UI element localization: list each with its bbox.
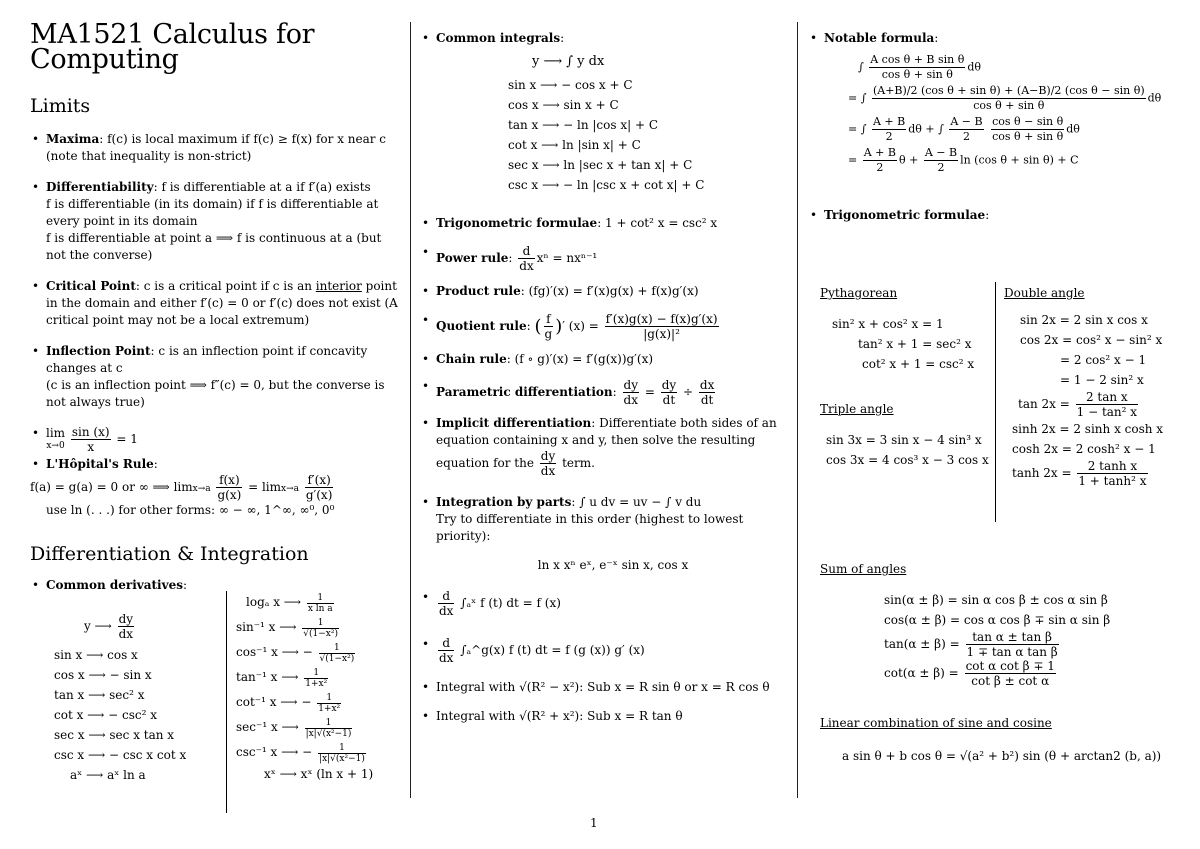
frac-num: A + B [863,146,896,159]
identity-row [1004,390,1180,419]
colon: : [985,208,990,222]
integrals-list [420,30,790,47]
tanh-lhs: tanh 2x = [1012,466,1072,480]
derivative-row [236,742,406,764]
implicit-text: : Differentiate both sides of an equation containing x and y, then solve the resulting equation for the [436,416,777,470]
column-3 [808,22,1180,763]
derivative-row: xˣ ⟶ xˣ (ln x + 1) [264,767,374,781]
frac-den: |g(x)|² [643,327,680,341]
identity-row: cos 3x = 4 cos³ x − 3 cos x [826,453,989,467]
identity-row: sin 3x = 3 sin x − 4 sin³ x [826,433,982,447]
ftc2-text: f (t) dt = f (g (x)) g′ (x) [508,643,645,657]
dtheta: dθ [967,60,982,74]
frac-num: A − B [924,146,958,159]
deriv-lhs: cot⁻¹ x ⟶ − [236,695,312,709]
identity-row: cot² x + 1 = csc² x [862,357,975,371]
trig2-term: Trigonometric formulae [824,208,986,222]
triple-heading: Triple angle [820,402,894,416]
linear-combo-heading: Linear combination of sine and cosine [820,716,1052,730]
triple-rows [820,430,995,470]
frac-den: dt [700,393,714,407]
frac-num: dy [118,612,134,626]
frac-den: 2 [962,130,970,143]
frac-den: cos θ + sin θ [973,99,1045,112]
derivative-row: tan x ⟶ sec² x [54,688,145,702]
ftc1-integral: ∫ₐˣ [460,596,477,610]
critical-post: point in the domain and either f′(c) = 0 or f′(c) does not exist (A critical point may not be a local extremum) [46,279,398,327]
frac-den: 1+x² [318,704,341,714]
list-item: • Integral with √(R² − x²): Sub x = R sin θ or x = R cos θ [420,679,790,696]
double-heading: Double angle [1004,286,1085,300]
frac-num: cos θ − sin θ [992,115,1064,128]
ftc2-integral: ∫ₐ^g(x) [460,643,506,657]
pythagorean-block [820,286,995,470]
identity-row [820,630,1180,659]
frac-den: 2 [876,161,884,174]
frac-num: 1 [319,643,356,654]
derivatives-right [236,592,406,784]
sum-angles-block [820,562,1180,766]
notable-list [808,30,1180,47]
frac-num: 1 [317,693,341,704]
trig-text: : 1 + cot² x = csc² x [597,216,718,230]
ibp-line2: Try to differentiate in this order (highest to lowest priority): [436,512,744,543]
integral-row: csc x ⟶ − ln |csc x + cot x| + C [508,178,705,192]
pythagorean-heading: Pythagorean [820,286,898,300]
ibp-term: Integration by parts [436,495,572,509]
frac-num: 2 tan x [1076,390,1138,405]
lim-rhs: = 1 [116,432,138,446]
lhopital-mid: = lim [248,480,282,494]
derivative-row [236,642,406,664]
list-item [420,636,790,665]
colon: : [508,251,513,265]
frac-num: tan α ± tan β [966,630,1059,645]
lhopital-other: use ln (. . .) for other forms: ∞ − ∞, 1^∞, ∞⁰, 0⁰ [46,503,335,517]
tan-lhs: tan(α ± β) = [884,637,960,651]
frac-num: sin (x) [71,425,110,439]
frac-den: g [544,327,553,341]
deriv-lhs: logₐ x ⟶ [246,595,301,609]
derivative-row: sec x ⟶ sec x tan x [54,728,175,742]
ftc1-text: f (t) dt = f (x) [480,596,561,610]
eq-mid: dθ + ∫ [908,122,944,136]
maxima-text: : f(c) is local maximum if f(c) ≥ f(x) for x near c (note that inequality is non-strict) [46,132,387,163]
eq-tail: ln (cos θ + sin θ) + C [960,153,1079,167]
identity-row [1004,459,1180,488]
frac-num: d [518,244,534,259]
implicit-term: Implicit differentiation [436,416,592,430]
dtheta: dθ [1147,91,1162,105]
frac-num: f′(x) [305,473,334,488]
frac-den: x [87,440,95,454]
notable-derivation [848,53,1180,175]
frac-num: 2 tanh x [1077,459,1147,474]
integral-row: y ⟶ ∫ y dx [532,54,605,69]
derivative-row: sin x ⟶ cos x [54,648,138,662]
derivative-row [236,617,406,639]
list-item [420,283,790,300]
inflection-term: Inflection Point [46,344,151,358]
frac-num: 1 [305,718,353,729]
fraction [305,473,334,502]
notable-line-4 [848,146,1180,175]
integrals-table [480,49,740,195]
frac-den: g(x) [217,488,242,502]
frac-num: f′(x)g(x) − f(x)g′(x) [605,312,718,326]
identity-row: = 2 cos² x − 1 [1060,353,1147,367]
deriv-lhs: csc⁻¹ x ⟶ − [236,745,313,759]
page-title [30,19,402,75]
sum-angles-rows [820,590,1180,688]
frac-num: dx [699,378,715,392]
colon: : [153,457,158,471]
derivative-row [236,717,406,739]
trig-term: Trigonometric formulae [436,216,598,230]
frac-den: dx [540,464,556,478]
notable-line-2 [848,84,1180,113]
product-rule-text: : (fg)′(x) = f′(x)g(x) + f(x)g′(x) [520,284,699,298]
linear-combo-formula: a sin θ + b cos θ = √(a² + b²) sin (θ + arctan2 (b, a)) [842,749,1162,763]
colon: : [182,578,188,592]
lhopital-pre: f(a) = g(a) = 0 or ∞ ⟹ lim [30,480,193,494]
frac-den: |x|√(x²−1) [305,729,352,739]
quotient-mid: ′ (x) = [562,319,599,333]
parametric-term: Parametric differentiation [436,385,613,399]
diff-line3: f is differentiable at point a ⟹ f is continuous at a (but not the converse) [46,231,382,262]
sum-angles-heading: Sum of angles [820,562,907,576]
ibp-order: ln x xⁿ eˣ, e⁻ˣ sin x, cos x [537,558,689,572]
column-2 [420,22,790,725]
derivative-row: csc x ⟶ − csc x cot x [54,748,187,762]
frac-num: cot α cot β ∓ 1 [965,659,1055,673]
equals: = [644,385,655,399]
common-derivatives-term: Common derivatives [46,578,183,592]
derivative-row: aˣ ⟶ aˣ ln a [70,768,146,782]
double-block [1004,286,1180,488]
frac-num: 1 [318,743,366,754]
frac-num: 1 [302,618,339,629]
fraction [216,473,242,502]
diff-line1: : f is differentiable at a if f′(a) exists [153,180,371,194]
identity-row: sinh 2x = 2 sinh x cosh x [1012,422,1164,436]
frac-den: 1+x² [305,679,328,689]
derivative-row [236,667,406,689]
divide: ÷ [683,385,694,399]
derivative-row [40,612,220,641]
differentiability-term: Differentiability [46,180,154,194]
frac-num: dy [540,449,556,463]
eq-mid: θ + [898,153,919,167]
list-item [420,494,790,575]
frac-den: 1 + tanh² x [1078,474,1147,488]
frac-den: 2 [885,130,893,143]
deriv-lhs: sec⁻¹ x ⟶ [236,720,299,734]
colon: : [526,319,531,333]
frac-den: g′(x) [305,488,333,502]
frac-den: 1 − tan² x [1076,405,1138,419]
eq-prefix: = [848,153,858,167]
chain-rule-text: : (f ∘ g)′(x) = f′(g(x))g′(x) [506,352,654,366]
frac-num: • d [438,589,454,604]
deriv-lhs: tan⁻¹ x ⟶ [236,670,299,684]
inflection-line1: : c is an inflection point if concavity changes at c [46,344,368,375]
list-item [30,278,402,329]
notable-term: Notable formula [824,31,935,45]
identity-row: sin(α ± β) = sin α cos β ± cos α sin β [884,593,1108,607]
list-item [30,343,402,411]
page-number: 1 [590,816,598,830]
frac-num: dy [661,378,677,392]
frac-num: 1 [304,668,328,679]
trig-list [808,207,1180,224]
list-item [30,179,402,264]
notable-line-1 [848,53,1180,82]
frac-den: dt [662,393,676,407]
identity-row: = 1 − 2 sin² x [1060,373,1144,387]
lim-label: lim [46,425,66,440]
colon: : [560,31,565,45]
list-item [30,425,402,454]
diff-line2: f is differentiable (in its domain) if f is differentiable at every point in its domain [46,197,379,228]
frac-num: f(x) [216,473,242,488]
column-divider [410,22,411,798]
title-line-1: MA1521 Calculus for [30,19,315,50]
diffint-heading: Differentiation & Integration [30,543,309,565]
frac-den: dx [118,627,134,641]
list-item [808,207,1180,224]
frac-num: • d [438,636,454,651]
frac-den: 2 [937,161,945,174]
list-item [420,415,790,478]
limits-heading: Limits [30,95,91,117]
lhopital-term: L'Hôpital's Rule [46,457,154,471]
column-1 [30,19,402,782]
frac-num: A cos θ + B sin θ [870,53,965,66]
derivative-row [236,692,406,714]
identity-row: cos 2x = cos² x − sin² x [1020,333,1163,347]
list-item [420,244,790,273]
implicit-tail: term. [562,456,595,470]
lim-sub: x→0 [46,440,65,451]
frac-den: 1 ∓ tan α tan β [966,645,1058,659]
identity-row: sin 2x = 2 sin x cos x [1020,313,1148,327]
frac-num: (A+B)/2 (cos θ + sin θ) + (A−B)/2 (cos θ − sin θ) [872,84,1145,97]
frac-den: dx [623,393,638,407]
product-rule-term: Product rule [436,284,521,298]
frac-den: dx [519,259,534,273]
notable-line-3 [848,115,1180,144]
inflection-line2: (c is an inflection point ⟹ f″(c) = 0, but the converse is not always true) [46,378,385,409]
list-item [420,30,790,47]
maxima-term: Maxima [46,132,100,146]
frac-den: dx [439,651,454,665]
critical-pre: : c is a critical point if c is an [135,279,316,293]
frac-num: 1 [307,593,334,604]
frac-den: x ln a [307,604,333,614]
lhopital-sub: x→a [192,484,211,494]
identity-row: sin² x + cos² x = 1 [832,317,944,331]
sinx-over-x [71,425,111,454]
list-item: • Integral with √(R² + x²): Sub x = R tan θ [420,708,790,725]
list-item [420,589,790,618]
limits-list [30,131,402,519]
integral-sign: ∫ [858,60,864,74]
identity-row: cosh 2x = 2 cosh² x − 1 [1012,442,1156,456]
title-line-2: Computing [30,44,179,75]
identity-row: cos(α ± β) = cos α cos β ∓ sin α sin β [884,613,1111,627]
pythagorean-rows [820,314,995,374]
column-divider [797,22,798,798]
list-item: • Quotient rule: ( $\frac{f}{g}$ )′ (x) = $\frac{f'(x)g(x) - f(x)g'(x)}{\text{|g(x)|²}}$ [420,312,790,341]
double-rows [1004,310,1180,488]
quotient-rule-term: Quotient rule [436,319,527,333]
common-integrals-term: Common integrals [436,31,561,45]
derivative-row: cot x ⟶ − csc² x [54,708,158,722]
deriv-lhs: sin⁻¹ x ⟶ [236,620,297,634]
derivative-row: cos x ⟶ − sin x [54,668,152,682]
ibp-text: : ∫ u dv = uv − ∫ v du [571,495,702,509]
cot-lhs: cot(α ± β) = [884,666,959,680]
identity-row: tan² x + 1 = sec² x [858,337,972,351]
integral-row: sec x ⟶ ln |sec x + tan x| + C [508,158,693,172]
frac-num: A − B [950,115,983,128]
frac-den: √(1−x²) [319,654,355,664]
power-rule-term: Power rule [436,251,509,265]
lhopital-sub: x→a [281,484,300,494]
integral-row: cos x ⟶ sin x + C [508,98,619,112]
chain-rule-term: Chain rule [436,352,507,366]
frac-den: cot β ± cot α [971,674,1050,688]
frac-den: |x|√(x²−1) [319,754,365,764]
eq-prefix: = ∫ [848,91,867,105]
rules-list [420,215,790,725]
deriv-lhs: y ⟶ [83,619,112,633]
deriv-lhs: cos⁻¹ x ⟶ − [236,645,313,659]
critical-term: Critical Point [46,279,136,293]
power-rule-text: xⁿ = nxⁿ⁻¹ [536,251,598,265]
dtheta: dθ [1066,122,1080,136]
frac-num: f [544,312,554,327]
list-item [420,351,790,368]
frac-den: cos θ + sin θ [881,68,953,81]
integral-row: sin x ⟶ − cos x + C [508,78,633,92]
derivative-row [236,592,406,614]
frac-num: dy [623,378,638,392]
derivatives-left [40,612,220,785]
list-item [420,378,790,407]
list-item [808,30,1180,47]
colon: : [612,385,617,399]
integral-row: tan x ⟶ − ln |cos x| + C [508,118,659,132]
frac-den: √(1−x²) [303,629,339,639]
list-item [420,215,790,232]
eq-prefix: = ∫ [848,122,867,136]
identity-row [820,659,1180,688]
critical-underlined: interior [315,279,362,293]
frac-num: A + B [872,115,906,128]
list-item [30,456,402,519]
colon: : [934,31,939,45]
integral-row: cot x ⟶ ln |sin x| + C [508,138,641,152]
tan-lhs: tan 2x = [1018,397,1070,411]
list-item [30,131,402,165]
frac-den: dx [439,604,454,618]
frac-den: cos θ + sin θ [992,130,1064,143]
